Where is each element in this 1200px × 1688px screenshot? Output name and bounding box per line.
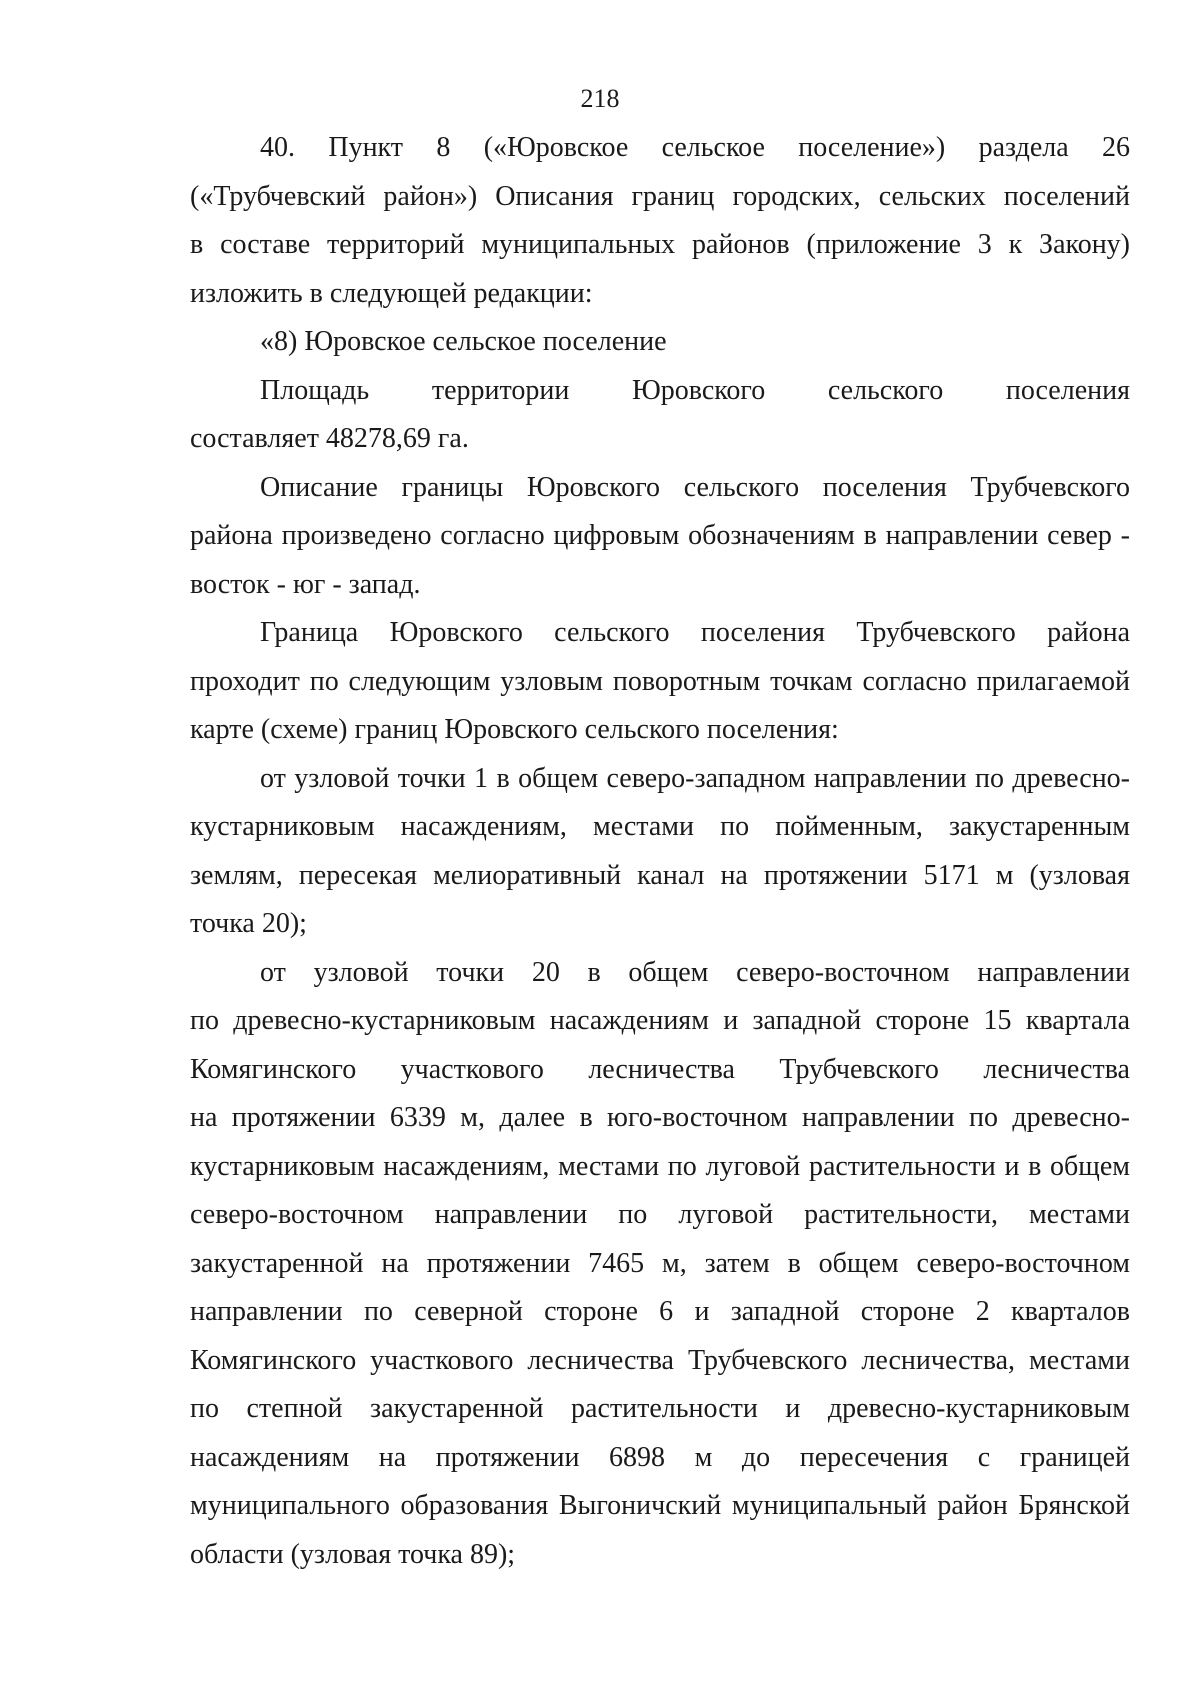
text-line: кустарниковым насаждениям, местами по луговой растительности и в общем <box>190 1150 1130 1182</box>
text-line: муниципального образования Выгоничский муниципальный район Брянской <box>190 1490 1130 1521</box>
text-line: Комягинского участкового лесничества Трубчевского лесничества <box>190 1053 1130 1085</box>
text-line: Граница Юровского сельского поселения Трубчевского района <box>260 617 1130 648</box>
paragraph-point-20 <box>190 949 1130 1580</box>
text-line: в составе территорий муниципальных районов (приложение 3 к Закону) <box>190 229 1130 260</box>
text-line: проходит по следующим узловым поворотным точкам согласно прилагаемой <box>190 665 1130 697</box>
paragraph-area <box>190 367 1130 464</box>
text-line: Площадь территории Юровского сельского поселения <box>260 374 1130 406</box>
text-line: области (узловая точка 89); <box>190 1538 516 1570</box>
paragraph-point-1 <box>190 755 1130 949</box>
page-number: 218 <box>580 84 620 113</box>
text-line: северо-восточном направлении по луговой растительности, местами <box>190 1199 1130 1230</box>
text-line: кустарниковым насаждениям, местами по пойменным, закустаренным <box>190 811 1130 842</box>
text-line: («Трубчевский район») Описания границ городских, сельских поселений <box>190 180 1130 212</box>
text-line: изложить в следующей редакции: <box>190 277 593 309</box>
document-body <box>190 124 1130 1579</box>
text-line: Комягинского участкового лесничества Трубчевского лесничества, местами <box>190 1344 1130 1376</box>
text-line: на протяжении 6339 м, далее в юго-восточном направлении по древесно- <box>190 1102 1130 1133</box>
text-line: по древесно-кустарниковым насаждениям и западной стороне 15 квартала <box>190 1005 1130 1036</box>
paragraph-description <box>190 464 1130 610</box>
text-line: закустаренной на протяжении 7465 м, затем в общем северо-восточном <box>190 1247 1130 1279</box>
section-heading: «8) Юровское сельское поселение <box>260 326 667 357</box>
text-line: восток - юг - запад. <box>190 568 421 600</box>
text-line: землям, пересекая мелиоративный канал на протяжении 5171 м (узловая <box>190 859 1130 891</box>
paragraph-amendment-40 <box>190 124 1130 318</box>
paragraph-section-heading <box>190 318 1130 367</box>
paragraph-boundary <box>190 609 1130 755</box>
text-line: от узловой точки 1 в общем северо-западном направлении по древесно- <box>260 762 1130 794</box>
text-line: направлении по северной стороне 6 и западной стороне 2 кварталов <box>190 1296 1130 1327</box>
text-line: насаждениям на протяжении 6898 м до пересечения с границей <box>190 1441 1130 1473</box>
text-line: района произведено согласно цифровым обозначениям в направлении север - <box>190 520 1130 551</box>
text-line: от узловой точки 20 в общем северо-восточном направлении <box>260 956 1130 988</box>
text-line: по степной закустаренной растительности и древесно-кустарниковым <box>190 1393 1130 1424</box>
text-line: Описание границы Юровского сельского поселения Трубчевского <box>260 471 1130 503</box>
text-line: составляет 48278,69 га. <box>190 423 469 454</box>
text-line: 40. Пункт 8 («Юровское сельское поселение») раздела 26 <box>260 132 1130 163</box>
text-line: точка 20); <box>190 908 307 939</box>
text-line: карте (схеме) границ Юровского сельского поселения: <box>190 714 839 745</box>
